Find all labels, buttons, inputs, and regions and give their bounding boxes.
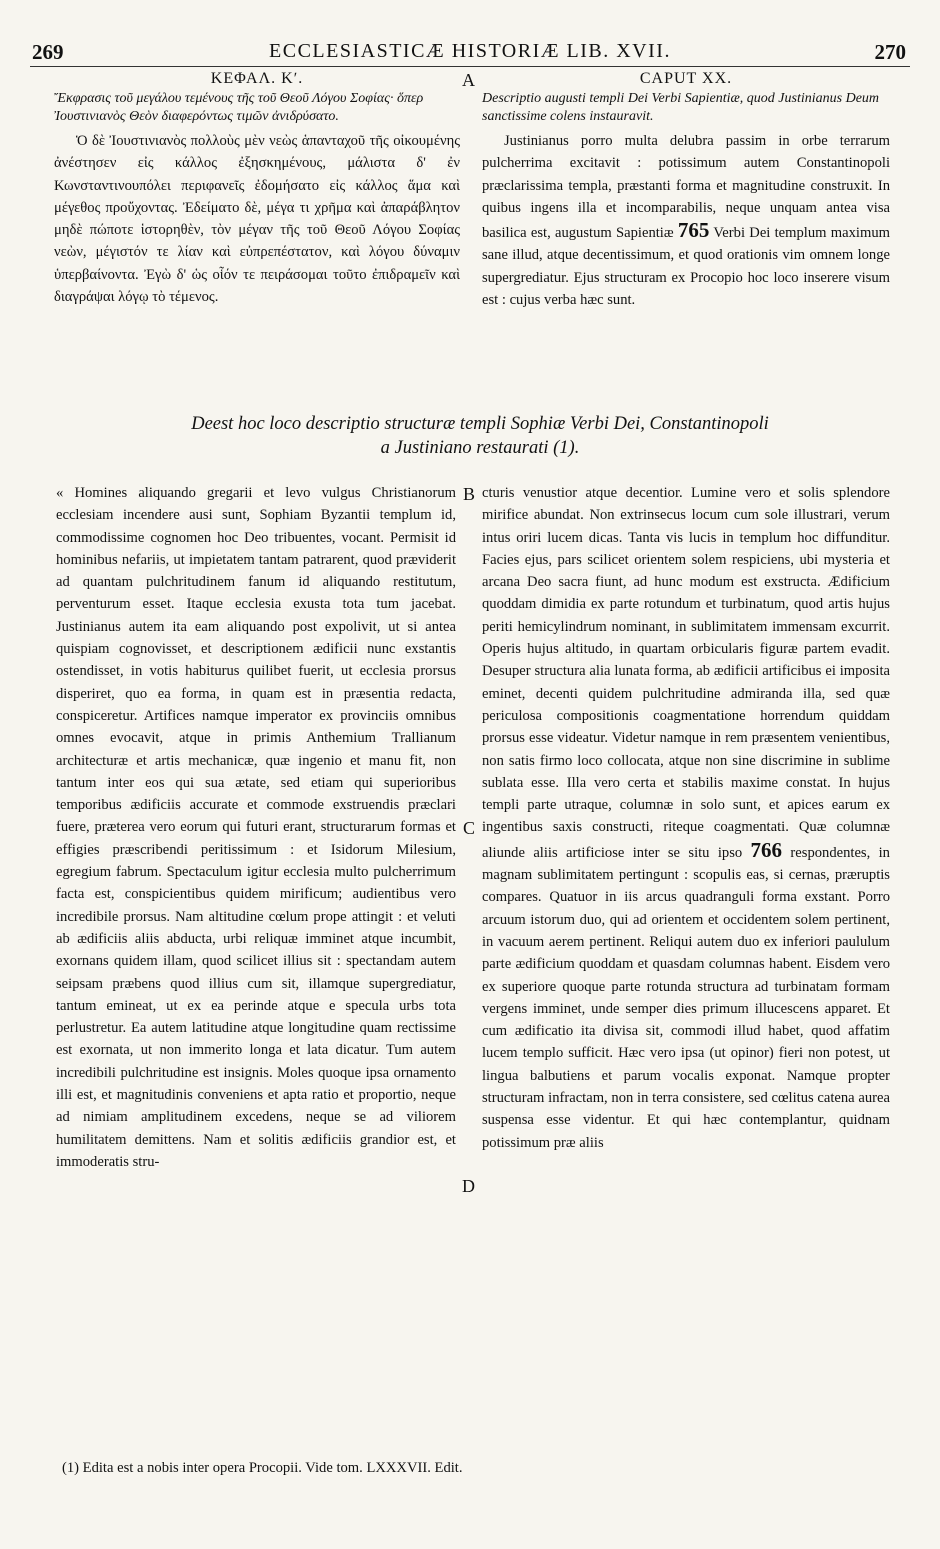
header-rule [30,66,910,67]
latin-top-text-a: Justinianus porro multa delubra passim in orbe terrarum pulcherrima excitavit : potissimum autem Constantinopoli præclarissima templa, præstanti forma et magnitudine construxit. In quibus ingens illa et incomparabilis, neque unquam antea visa basilica est, augustum Sapientiæ [482,133,890,242]
footnote: (1) Edita est a nobis inter opera Procopii. Vide tom. LXXXVII. Edit. [62,1460,463,1476]
greek-chapter-summary: Ἔκφρασις τοῦ μεγάλου τεμένους τῆς τοῦ Θεοῦ Λόγου Σοφίας· ὅπερ Ἰουστινιανὸς Θεὸν διαφερόντως τιμῶν ἀνιδρύσατο. [54,91,424,124]
margin-letter-d: D [462,1176,475,1196]
page-number-left: 269 [32,40,64,64]
editorial-note-line-1: Deest hoc loco descriptio structuræ templi Sophiæ Verbi Dei, Constantinopoli [191,414,769,434]
latin-chapter-summary: Descriptio augusti templi Dei Verbi Sapientiæ, quod Justinianus Deum sanctissime colens instauravit. [482,91,880,124]
main-right-column [482,482,890,1154]
latin-top-column [482,68,890,311]
greek-column [54,68,460,308]
main-left-column [56,482,456,1173]
greek-body: Ὁ δὲ Ἰουστινιανὸς πολλοὺς μὲν νεὼς ἁπανταχοῦ τῆς οἰκουμένης ἀνέστησεν εἰς κάλλος ἐξησκημένους, μάλιστα δ' ἐν Κωνσταντινουπόλει περιφανεῖς ἐδομήσατο εἰς κάλλος ἅμα καὶ μέγεθος προὔχοντας. Ἐδείματο δὲ, μέγα τι χρῆμα καὶ ἀπαράβλητον μηδὲ πώποτε ἱστορηθὲν, τὸν μέγαν τῆς τοῦ Θεοῦ Λόγου Σοφίας νεὼν, μέγιστόν τε λίαν καὶ εὐπρεπέστατον, καὶ λόγου δύναμιν ὑπερβαίνοντα. Ἐγὼ δ' ὡς οἷόν τε πειράσομαι τοῦτο ἐπιδραμεῖν καὶ διαγράψαι λόγῳ τὸ τέμενος. [54,133,460,306]
latin-top-body [482,130,890,311]
main-right-text-a: cturis venustior atque decentior. Lumine vero et solis splendore mirifice abundat. Non extrinsecus locum cum sole illustrari, verum intus oriri lucem dicas. Tanta vis lucis in templum hoc diffunditur. Facies ejus, pars scilicet orientem solem respiciens, ubi mysteria et arcana Deo sacra fiunt, ad hunc modum est exstructa. Ædificium quoddam dimidia ex parte rotundum et turbinatum, quod artis hujus periti hemicylindrum nominant, in sublimitatem immensam excurrit. Operis hujus altitudo, in quartam orbicularis figuræ partem evadit. Desuper structura alia lunata forma, ab ædificii artificibus ei imposita eminet, decenti quidem pulchritudine admiranda illa, sed quæ periculosa compositionis coagmentatione horrendum quiddam prorsus esse videatur. Videtur namque in rem præsentem venientibus, non satis firmo loco collocata, atque non sine discrimine in sublime sublata esse. Illa vero certa et stabilis maxime constat. In hujus templi parte utraque, columnæ in solo sunt, et apices earum ex ingentibus saxis constructi, riteque coagmentati. Quæ columnæ aliunde aliis artificiose inter se situ ipso [482,485,890,861]
column-number-765: 765 [677,218,710,243]
main-left-text: « Homines aliquando gregarii et levo vulgus Christianorum ecclesiam incendere ausi sunt, Sophiam Byzantii templum id, commodissime cognomen hoc Deo tribuentes, vocant. Permisit id hominibus nefariis, ut impietatem tantam patrarent, quod præviderit ad quantam pulchritudinem fanum id aliquando restitutum, perventurum esset. Itaque ecclesia exusta tota tum jacebat. Justinianus autem ita eam aliquando post expolivit, ut si antea quispiam cognovisset, et descriptionem ædificii nunc exstantis ostendisset, in votis habiturus quilibet fuerit, ut ecclesia prorsus disperiret, quo ea forma, in quam est in præsentia redacta, conspiceretur. Artifices namque imperator ex provinciis omnibus omnes evocavit, atque in primis Anthemium Trallianum architecturæ et artis mechanicæ, quæ ingenio et manu fit, non tantum inter eos qui sua ætate, sed etiam qui superioribus temporibus ædificiis accurate et commode exstruendis præclari fuere, præterea vero eorum qui futuri erant, structurarum formas et effigies præscribendi peritissimum : et Isidorum Milesium, egregium fabrum. Spectaculum igitur ecclesia multo pulcherrimum facta est, conspicientibus quidem mirificum; audientibus vero incredibile prorsus. Nam altitudine cœlum prope attingit : et veluti ab ædificiis aliis abducta, urbi reliquæ imminet atque incumbit, exornans quidem illam, quod scilicet illius sit : spectandam autem seipsam præbens quod illius cum sit, illamque supergrediatur, tantum emineat, ut ex ea perinde atque e specula urbs tota perlustretur. Ea autem latitudine atque longitudine quam rectissime est exornata, ut non immerito longa et lata dicatur. Tum autem incredibili pulchritudine est insignis. Moles quoque ipsa ornamento illi est, et magnitudinis conveniens et apta ratio et proportio, neque ad nimiam amplitudinem excedens, neque se ad viliorem humilitatem demittens. Nam et solitis ædificiis grandior est, et immoderatis stru- [56,485,456,1170]
margin-letter-c: C [463,818,476,838]
margin-letter-b: B [463,484,476,504]
latin-top-text-b: Verbi Dei templum maximum sane illud, atque decentissimum, et quod orationis vim omnem longe supergrediatur. Ejus structuram ex Procopio hoc loco inserere visum est : cujus verba hæc sunt. [482,225,890,309]
running-title: ECCLESIASTICÆ HISTORIÆ LIB. XVII. [269,40,671,62]
greek-chapter-heading: ΚΕΦΑΛ. Κʹ. [210,70,304,87]
editorial-note [100,412,860,460]
main-right-paragraph [482,482,890,1154]
margin-letter-a: A [462,70,475,90]
running-head [30,40,910,66]
editorial-note-line-2: a Justiniano restaurati (1). [380,438,580,458]
latin-chapter-heading: CAPUT XX. [639,70,733,87]
page-number-right: 270 [874,40,906,64]
column-number-766: 766 [750,837,783,862]
main-right-text-b: respondentes, in magnam sublimitatem pertingunt : scopulis eas, si cernas, præruptis compares. Quatuor in iis arcus quadranguli forma exstant. Porro arcuum istorum duo, qui ad orientem et occidentem solem pertinent, in vacuum aerem pertinent. Reliqui autem duo ex inferiori paululum parte ædificium quoddam et quasdam columnas habent. Eisdem vero ex superiore quoque parte rotunda structura ad turbinatam formam vergens imminet, unde semper dies primum illucescens apparet. Et cum ædificatio ita divisa sit, commodi illud habet, quod affatim lucem templo sufficit. Hæc vero ipsa (ut opinor) fieri non potest, ut lingua balbutiens et parum vocalis exponat. Namque propter structuram infractam, non in terra consistere, sed cœlitus catena aurea suspensa esse videntur. Et qui hæc contemplantur, quidnam potissimum præ aliis [482,844,890,1151]
